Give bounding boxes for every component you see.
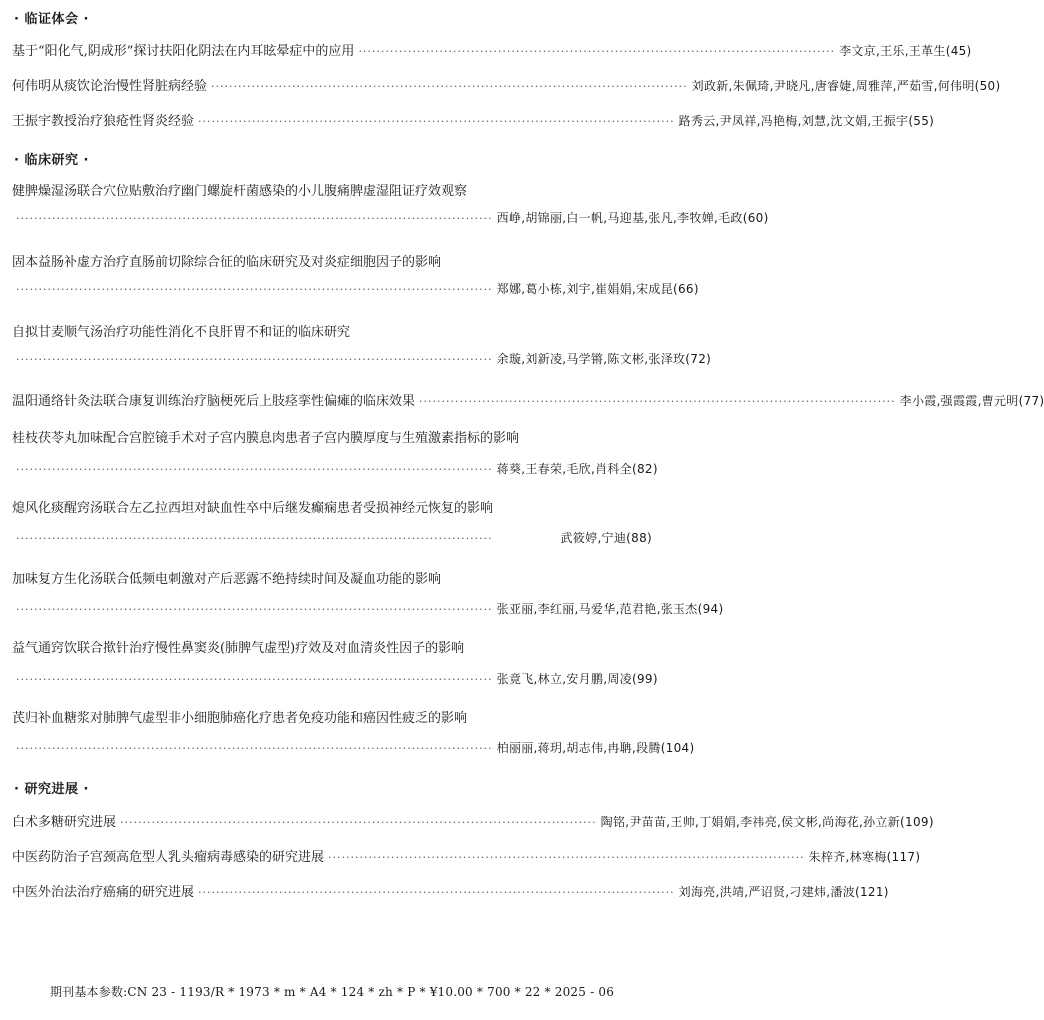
article-title[interactable]: 熄风化痰醒窍汤联合左乙拉西坦对缺血性卒中后继发癫痫患者受损神经元恢复的影响 (12, 501, 494, 516)
article-authors: 刘海亮,洪靖,严诏贤,刁建炜,潘波(121) (678, 885, 889, 899)
dot-leader: ·········································································································· (16, 463, 493, 476)
list-item[interactable] (12, 811, 934, 831)
dot-leader: ·········································································································· (16, 603, 493, 616)
dot-leader: ·········································································································· (198, 886, 675, 899)
article-title[interactable]: 白术多糖研究进展 (12, 815, 117, 830)
list-item[interactable] (12, 40, 972, 60)
journal-parameters-footer: 期刊基本参数:CN 23 - 1193/R * 1973 * m * A4 * 124 * zh * P * ¥10.00 * 700 * 22 * 2025 - 06 (49, 985, 615, 999)
dot-leader: ·········································································································· (16, 283, 493, 296)
list-item[interactable] (12, 75, 1001, 95)
article-authors: 西峥,胡锦丽,白一帆,马迎基,张凡,李牧婵,毛政(60) (496, 211, 769, 225)
article-authors: 武筱婷,宁迪(88) (560, 531, 652, 545)
list-item[interactable] (12, 707, 695, 759)
article-authors: 余璇,刘新凌,马学锵,陈文彬,张泽玫(72) (496, 352, 712, 366)
dot-leader: ·········································································································· (419, 395, 896, 408)
article-authors: 张竟飞,林立,安月鹏,周凌(99) (496, 672, 658, 686)
list-item[interactable] (12, 180, 769, 229)
dot-leader: ·········································································································· (328, 851, 805, 864)
dot-leader: ·········································································································· (198, 115, 675, 128)
article-title[interactable]: 自拟甘麦顺气汤治疗功能性消化不良肝胃不和证的临床研究 (12, 325, 351, 340)
article-authors: 路秀云,尹凤祥,冯艳梅,刘慧,沈文娟,王振宇(55) (678, 114, 935, 128)
dot-leader: ·········································································································· (16, 353, 493, 366)
dot-leader: ·········································································································· (120, 816, 597, 829)
list-item[interactable] (12, 497, 652, 549)
article-authors: 张亚丽,李红丽,马爱华,范君艳,张玉杰(94) (496, 602, 724, 616)
list-item[interactable] (12, 321, 712, 370)
article-title[interactable]: 王振宇教授治疗狼疮性肾炎经验 (12, 114, 195, 129)
dot-leader: ·········································································································· (16, 673, 493, 686)
article-title[interactable]: 芪归补血糖浆对肺脾气虚型非小细胞肺癌化疗患者免疫功能和癌因性疲乏的影响 (12, 711, 468, 726)
list-item[interactable] (12, 881, 889, 901)
list-item[interactable] (12, 427, 658, 480)
article-title[interactable]: 固本益肠补虚方治疗直肠前切除综合征的临床研究及对炎症细胞因子的影响 (12, 255, 442, 270)
dot-leader: ·········································································································· (211, 80, 688, 93)
dot-leader: ·········································································································· (16, 742, 493, 755)
dot-leader: ·········································································································· (358, 45, 836, 58)
article-title[interactable]: 桂枝茯苓丸加味配合宫腔镜手术对子宫内膜息肉患者子宫内膜厚度与生殖激素指标的影响 (12, 431, 520, 446)
list-item[interactable] (12, 251, 699, 300)
article-authors: 郑娜,葛小栋,刘宇,崔娟娟,宋成昆(66) (496, 282, 699, 296)
section-heading-clinical-research: · 临床研究 · (14, 153, 89, 168)
dot-leader: ·········································································································· (16, 532, 493, 545)
article-authors: 蒋葵,王春荣,毛欣,肖科全(82) (496, 462, 658, 476)
article-authors: 刘政新,朱佩琦,尹晓凡,唐睿婕,周雅萍,严茹雪,何伟明(50) (691, 79, 1001, 93)
article-title[interactable]: 中医药防治子宫颈高危型人乳头瘤病毒感染的研究进展 (12, 850, 325, 865)
dot-leader: ·········································································································· (16, 212, 493, 225)
article-authors: 朱梓齐,林寒梅(117) (808, 850, 921, 864)
article-authors: 柏丽丽,蒋玥,胡志伟,冉聃,段腾(104) (496, 741, 695, 755)
article-title[interactable]: 健脾燥湿汤联合穴位贴敷治疗幽门螺旋杆菌感染的小儿腹痛脾虚湿阻证疗效观察 (12, 184, 468, 199)
article-title[interactable]: 基于“阳化气,阴成形”探讨扶阳化阴法在内耳眩晕症中的应用 (12, 44, 355, 59)
list-item[interactable] (12, 390, 1044, 410)
article-title[interactable]: 温阳通络针灸法联合康复训练治疗脑梗死后上肢痉挛性偏瘫的临床效果 (12, 394, 416, 409)
article-authors: 李小霞,强霞霞,曹元明(77) (899, 394, 1044, 408)
list-item[interactable] (12, 637, 658, 690)
list-item[interactable] (12, 568, 724, 620)
article-title[interactable]: 何伟明从痰饮论治慢性肾脏病经验 (12, 79, 208, 94)
article-authors: 陶铭,尹苗苗,王帅,丁娟娟,李祎亮,侯文彬,尚海花,孙立新(109) (600, 815, 934, 829)
list-item[interactable] (12, 846, 921, 866)
section-heading-research-progress: · 研究进展 · (14, 782, 89, 797)
article-title[interactable]: 益气通窍饮联合揿针治疗慢性鼻窦炎(肺脾气虚型)疗效及对血清炎性因子的影响 (12, 641, 465, 656)
list-item[interactable] (12, 110, 935, 130)
article-title[interactable]: 中医外治法治疗癌痛的研究进展 (12, 885, 195, 900)
article-authors: 李文京,王乐,王革生(45) (839, 44, 972, 58)
article-title[interactable]: 加味复方生化汤联合低频电刺激对产后恶露不绝持续时间及凝血功能的影响 (12, 572, 442, 587)
section-heading-clinical-experience: · 临证体会 · (14, 12, 89, 27)
